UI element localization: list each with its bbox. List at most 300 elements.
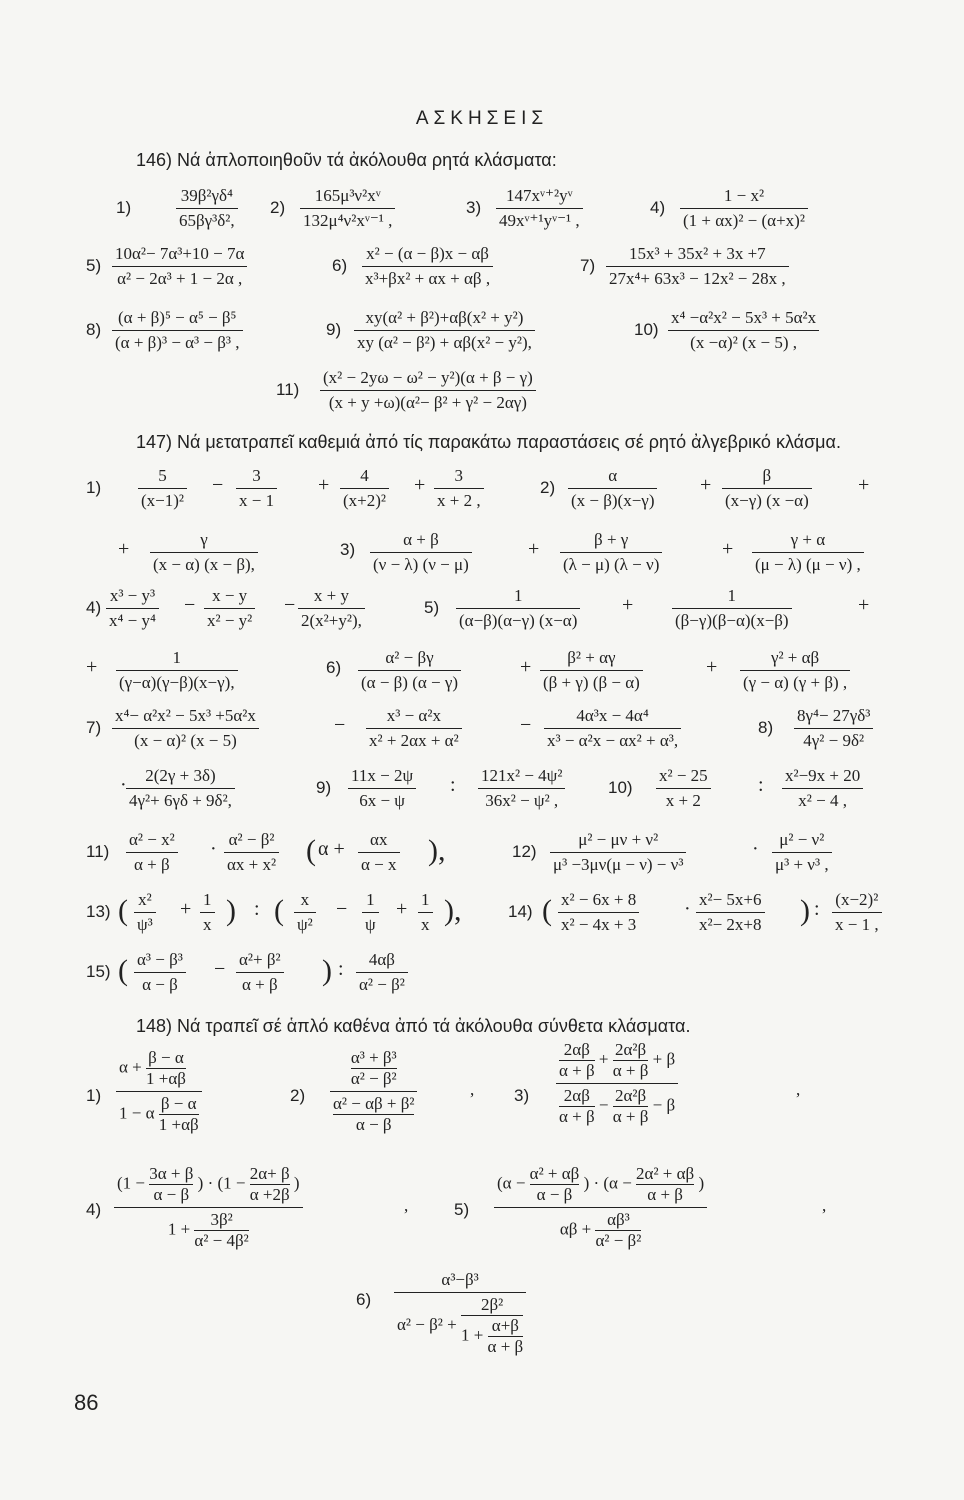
paren-fraction-b [636, 1164, 694, 1205]
denominator: 36x² − ψ² , [478, 788, 565, 811]
denominator: (β + γ) (β − α) [540, 670, 643, 693]
denominator: (x+2)² [340, 488, 389, 511]
ex146-label-3: 3) [466, 198, 482, 217]
ex146-fraction-5 [112, 244, 247, 289]
alpha-beta-plus: αβ + [559, 1219, 592, 1239]
innermost-fraction [488, 1316, 524, 1357]
ex147-13-fraction-e [418, 890, 433, 935]
ex147-8-fraction-b [126, 766, 235, 811]
ex147-label-2: 2) [540, 478, 556, 497]
numerator: 1 [366, 890, 375, 909]
numerator: 2(2γ + 3δ) [145, 766, 216, 785]
comma: , [470, 1080, 475, 1099]
numerator: γ [200, 530, 208, 549]
colon-operator: : [254, 898, 260, 920]
ex147-label-1: 1) [86, 478, 102, 497]
numerator: α²+ β² [239, 950, 281, 969]
denominator: α² − 2α³ + 1 − 2α , [112, 266, 247, 289]
fraction-a-numerator: 2αβ [563, 1040, 590, 1059]
plus-sign: + [86, 656, 98, 678]
bottom-fraction [595, 1210, 641, 1251]
ex148-label-2: 2) [290, 1086, 306, 1105]
ex146-label-5: 5) [86, 256, 102, 275]
dot-operator: · [684, 898, 691, 920]
numerator: 4α³x − 4α⁴ [576, 706, 649, 725]
denominator: (x + y +ω)(α²− β² + γ² − 2αγ) [320, 390, 536, 413]
plus-sign: + [118, 538, 130, 560]
numerator: α³−β³ [441, 1270, 479, 1289]
ex147-label-5: 5) [424, 598, 440, 617]
numerator: 147xᵛ⁺²yᵛ [506, 186, 573, 205]
plus-sign: + [520, 656, 532, 678]
upper-denominator: α² − β² [350, 1069, 397, 1088]
fraction-b-numerator: 2α²β [615, 1040, 647, 1059]
denominator [114, 1207, 303, 1251]
ex146-fraction-2 [300, 186, 395, 231]
lower-fraction [333, 1094, 414, 1135]
open-paren: ( [274, 894, 284, 927]
denominator: 49xᵛ⁺¹yᵛ⁻¹ , [496, 208, 583, 231]
fraction-d-numerator: 2α²β [615, 1086, 647, 1105]
paren-fraction-b-numerator: 2α² + αβ [636, 1164, 695, 1183]
ex146-label-4: 4) [650, 198, 666, 217]
numerator: x + y [313, 586, 349, 605]
numerator: 1 [421, 890, 430, 909]
denominator: 65βγ³δ², [176, 208, 238, 231]
ex148-label-5: 5) [454, 1200, 470, 1219]
numerator: 11x − 2ψ [351, 766, 414, 785]
ex147-6-fraction-b [540, 648, 643, 693]
ex146-label-8: 8) [86, 320, 102, 339]
ex147-1-fraction-c [340, 466, 389, 511]
ex147-4-fraction-c [298, 586, 365, 631]
ex147-7-fraction-b [366, 706, 462, 751]
ex147-10-fraction-a [656, 766, 711, 811]
close-paren: ) [698, 1173, 705, 1193]
nested-denominator [461, 1315, 523, 1357]
dot-operator: · [752, 838, 759, 860]
numerator: x³ − α²x [386, 706, 441, 725]
fraction-a-denominator: α + β [559, 1061, 595, 1080]
denominator: x²− 2x+8 [696, 912, 765, 935]
numerator: x − y [212, 586, 248, 605]
denominator: (α + β)³ − α³ − β³ , [112, 330, 243, 353]
fraction-c-numerator: 2αβ [563, 1086, 590, 1105]
ex147-5-fraction-b [672, 586, 792, 631]
numerator: 121x² − 4ψ² [481, 766, 563, 785]
denominator [394, 1292, 526, 1357]
ex147-5-fraction-a [456, 586, 580, 631]
paren-fraction-a-numerator: α² + αβ [529, 1164, 580, 1183]
nested-numerator: 2β² [480, 1295, 504, 1314]
ex146-fraction-10 [668, 308, 819, 353]
inner-numerator: β − α [160, 1094, 197, 1113]
numerator: αx [370, 830, 388, 849]
close-open-paren: ) · (1 − [197, 1173, 250, 1193]
ex146-label-6: 6) [332, 256, 348, 275]
ex146-fraction-1 [176, 186, 238, 231]
denominator: α + β [236, 972, 284, 995]
ex147-label-10: 10) [608, 778, 633, 797]
paren-fraction-b-denominator: α + β [636, 1184, 694, 1205]
close-paren: ), [428, 834, 446, 867]
denominator: x + 2 [656, 788, 711, 811]
nested-fraction [461, 1295, 523, 1357]
numerator: 5 [158, 466, 167, 485]
numerator: 1 [203, 890, 212, 909]
ex146-fraction-4 [680, 186, 808, 231]
ex147-12-fraction-a [550, 830, 686, 875]
paren-fraction-a-numerator: 3α + β [149, 1164, 194, 1183]
ex147-2-fraction-c [150, 530, 258, 575]
ex147-3-fraction-c [752, 530, 864, 575]
close-paren: ) [800, 894, 810, 927]
ex147-1-fraction-a [138, 466, 187, 511]
ex147-label-3: 3) [340, 540, 356, 559]
paren-fraction-b-numerator: 2α+ β [249, 1164, 290, 1183]
ex147-9-fraction-a [348, 766, 416, 811]
plus-sign: + [180, 898, 192, 920]
one-plus: 1 + [460, 1325, 484, 1345]
paren-fraction-a [530, 1164, 580, 1205]
numerator: xy(α² + β²)+αβ(x² + y²) [365, 308, 524, 327]
denominator: 4γ²+ 6γδ + 9δ², [126, 788, 235, 811]
page-header: ΑΣΚΗΣΕΙΣ [415, 108, 549, 129]
ex148-1-compound [116, 1048, 202, 1135]
ex148-6-compound [394, 1270, 526, 1357]
denominator: x [418, 912, 433, 935]
plus-sign: + [396, 898, 408, 920]
ex148-2-compound [330, 1048, 417, 1135]
numerator [494, 1164, 707, 1207]
ex148-3-compound [556, 1040, 678, 1127]
numerator: x [300, 890, 310, 909]
ex146-label-7: 7) [580, 256, 596, 275]
open-paren: (α − [497, 1173, 530, 1193]
denominator: (λ − μ) (λ − ν) [560, 552, 662, 575]
alpha-sq-minus-beta-sq-plus: α² − β² + [397, 1314, 457, 1334]
numerator: (α + β)⁵ − α⁵ − β⁵ [118, 308, 237, 327]
ex147-5-fraction-c [116, 648, 238, 693]
numerator [114, 1164, 303, 1207]
numerator: γ² + αβ [770, 648, 820, 667]
numerator: 39β²γδ⁴ [180, 186, 233, 205]
close-paren: ) [226, 894, 236, 927]
numerator: α² − x² [129, 830, 175, 849]
numerator: γ + α [790, 530, 826, 549]
numerator: 165μ³ν²xᵛ [314, 186, 381, 205]
denominator: α + β [126, 852, 178, 875]
ex147-label-7: 7) [86, 718, 102, 737]
ex147-14-fraction-c [832, 890, 882, 935]
ex147-3-fraction-b [560, 530, 662, 575]
numerator: x²−9x + 20 [785, 766, 861, 785]
ex147-8-fraction-a [794, 706, 873, 751]
ex147-6-fraction-a [358, 648, 461, 693]
comma: , [796, 1080, 801, 1099]
bottom-fraction [194, 1210, 248, 1251]
numerator: x³ − y³ [109, 586, 156, 605]
denominator: x + 2 , [434, 488, 484, 511]
ex147-1-fraction-b [236, 466, 277, 511]
numerator: x² − 25 [659, 766, 708, 785]
numerator: 1 [172, 648, 182, 667]
ex147-4-fraction-a [106, 586, 159, 631]
denominator: α − x [358, 852, 400, 875]
ex148-label-6: 6) [356, 1290, 372, 1309]
comma: , [822, 1196, 827, 1215]
open-paren: ( [306, 834, 316, 867]
ex147-14-fraction-a [558, 890, 639, 935]
bottom-fraction-denominator: α² − 4β² [194, 1231, 249, 1250]
numerator: 1 [727, 586, 737, 605]
minus-sign: − [336, 898, 348, 920]
close-open-paren: ) · (α − [583, 1173, 637, 1193]
ex147-2-fraction-b [722, 466, 812, 511]
denominator: α − β [134, 972, 186, 995]
numerator [116, 1048, 202, 1091]
inner-numerator: β − α [148, 1048, 184, 1067]
denominator [116, 1091, 202, 1135]
denominator: 2(x²+y²), [298, 608, 365, 631]
ex147-11-fraction-a [126, 830, 178, 875]
denominator: α² − β² [356, 972, 408, 995]
ex147-13-fraction-d [362, 890, 379, 935]
exercise-148-heading: 148) Νά τραπεῖ σέ ἁπλό καθένα ἀπό τά ἀκόλουθα σύνθετα κλάσματα. [136, 1016, 691, 1036]
fraction-c [559, 1086, 595, 1127]
alpha-plus: α + [119, 1057, 142, 1077]
fraction-d-denominator: α + β [612, 1107, 649, 1126]
ex147-13-fraction-a [134, 890, 156, 935]
ex146-fraction-11 [320, 368, 536, 413]
fraction-d [613, 1086, 649, 1127]
paren-fraction-b-denominator: α +2β [249, 1185, 290, 1204]
numerator: x² [138, 890, 152, 909]
inner-fraction-bottom [159, 1094, 199, 1135]
ex146-label-1: 1) [116, 198, 132, 217]
denominator: (x − β)(x−γ) [568, 488, 657, 511]
numerator: x²− 5x+6 [699, 890, 762, 909]
ex147-label-6: 6) [326, 658, 342, 677]
numerator: x² − 6x + 8 [561, 890, 637, 909]
denominator: (γ − α) (γ + β) , [740, 670, 850, 693]
ex147-12-fraction-b [772, 830, 832, 875]
denominator: 132μ⁴ν²xᵛ⁻¹ , [300, 208, 395, 231]
ex147-11-fraction-c [358, 830, 400, 875]
ex147-7-fraction-c [544, 706, 681, 751]
ex147-4-fraction-b [204, 586, 255, 631]
denominator: (ν − λ) (ν − μ) [370, 552, 472, 575]
ex147-13-fraction-b [200, 890, 215, 935]
minus-beta: − β [652, 1095, 676, 1115]
minus-sign: − [334, 714, 346, 736]
denominator: (1 + αx)² − (α+x)² [680, 208, 808, 231]
numerator: β + γ [594, 530, 629, 549]
denominator: (x −α)² (x − 5) , [668, 330, 819, 353]
ex147-15-fraction-c [356, 950, 408, 995]
numerator: α² − β² [228, 830, 275, 849]
ex147-15-fraction-b [236, 950, 284, 995]
open-paren: ( [542, 894, 552, 927]
ex147-9-fraction-b [478, 766, 565, 811]
ex147-label-14: 14) [508, 902, 533, 921]
fraction-c-denominator: α + β [559, 1107, 595, 1126]
denominator: (μ − λ) (μ − ν) , [752, 552, 864, 575]
ex147-14-fraction-b [696, 890, 765, 935]
colon-operator: : [450, 774, 456, 796]
ex148-label-4: 4) [86, 1200, 102, 1219]
denominator: x² − 4 , [782, 788, 863, 811]
ex147-label-8: 8) [758, 718, 774, 737]
plus-sign: + [622, 594, 634, 616]
colon-operator: : [758, 774, 764, 796]
minus-sign: − [284, 594, 296, 616]
upper-fraction [351, 1048, 397, 1089]
fraction-b-denominator: α + β [612, 1061, 649, 1080]
ex147-7-fraction-a [112, 706, 259, 751]
fraction-b [613, 1040, 649, 1081]
dot-operator: · [120, 774, 127, 796]
ex147-11-fraction-b [224, 830, 279, 875]
ex146-label-10: 10) [634, 320, 659, 339]
denominator: 4γ² − 9δ² [794, 728, 873, 751]
numerator: (x² − 2yω − ω² − y²)(α + β − γ) [323, 368, 533, 387]
denominator: x² − 4x + 3 [558, 912, 639, 935]
ex146-label-2: 2) [270, 198, 286, 217]
denominator: (α−β)(α−γ) (x−α) [456, 608, 580, 631]
denominator: x³+βx² + αx + αβ , [362, 266, 493, 289]
denominator: μ³ + ν³ , [772, 852, 832, 875]
numerator: x² − (α − β)x − αβ [366, 244, 489, 263]
numerator: 3 [454, 466, 464, 485]
ex146-label-9: 9) [326, 320, 342, 339]
minus-sign: − [212, 474, 224, 496]
colon-operator: : [814, 898, 820, 920]
ex147-2-fraction-a [568, 466, 657, 511]
plus-sign: + [528, 538, 540, 560]
inner-fraction-top [146, 1048, 186, 1089]
denominator: (x − α)² (x − 5) [112, 728, 259, 751]
paren-fraction-a-denominator: α − β [149, 1184, 193, 1205]
open-paren: ( [118, 954, 128, 987]
denominator: (β−γ)(β−α)(x−β) [672, 608, 792, 631]
numerator: 8γ⁴− 27γδ³ [797, 706, 871, 725]
plus-beta: + β [652, 1049, 676, 1069]
numerator: β² + αγ [567, 648, 616, 667]
open-paren: ( [118, 894, 128, 927]
numerator: α + β [403, 530, 439, 549]
bottom-fraction-numerator: 3β² [210, 1210, 233, 1229]
denominator: (x−1)² [138, 488, 187, 511]
ex147-1-fraction-d [434, 466, 484, 511]
innermost-denominator: α + β [487, 1337, 524, 1356]
numerator: 4αβ [368, 950, 395, 969]
ex147-13-fraction-c [294, 890, 316, 935]
exercise-146-heading: 146) Νά ἁπλοποιηθοῦν τά ἀκόλουθα ρητά κλάσματα: [136, 150, 557, 170]
numerator [330, 1048, 417, 1091]
ex148-4-compound [114, 1164, 303, 1251]
paren-fraction-a-denominator: α − β [530, 1184, 580, 1205]
minus-sign: − [598, 1095, 613, 1115]
denominator: x − 1 [236, 488, 277, 511]
minus-sign: − [214, 958, 226, 980]
numerator: x⁴ −α²x² − 5x³ + 5α²x [671, 308, 817, 327]
bottom-fraction-denominator: α² − β² [595, 1231, 642, 1250]
plus-sign: + [414, 474, 426, 496]
paren-fraction-a [149, 1164, 193, 1205]
ex147-label-4: 4) [86, 598, 102, 617]
denominator: (α − β) (α − γ) [358, 670, 461, 693]
minus-sign: − [184, 594, 196, 616]
ex147-3-fraction-a [370, 530, 472, 575]
denominator: x − 1 , [832, 912, 882, 935]
fraction-a [559, 1040, 595, 1081]
ex147-label-15: 15) [86, 962, 111, 981]
plus-sign: + [700, 474, 712, 496]
denominator: x² − y² [204, 608, 255, 631]
ex147-10-fraction-b [782, 766, 863, 811]
numerator: β [762, 466, 772, 485]
one-minus-alpha: 1 − α [119, 1103, 155, 1123]
numerator: 3 [252, 466, 261, 485]
inner-denominator: 1 +αβ [158, 1115, 199, 1134]
denominator: 27x⁴+ 63x³ − 12x² − 28x , [606, 266, 789, 289]
one-plus: 1 + [167, 1219, 191, 1239]
plus-sign: + [858, 594, 870, 616]
ex148-5-compound [494, 1164, 707, 1251]
denominator: αx + x² [224, 852, 279, 875]
ex147-6-fraction-c [740, 648, 850, 693]
exercise-147-heading: 147) Νά μετατραπεῖ καθεμιά ἀπό τίς παρακάτω παραστάσεις σέ ρητό ἀλγεβρικό κλάσμα. [136, 432, 841, 452]
close-paren: ) [293, 1173, 300, 1193]
ex147-15-fraction-a [134, 950, 186, 995]
denominator: x [200, 912, 215, 935]
ex148-label-3: 3) [514, 1086, 530, 1105]
ex146-fraction-9 [354, 308, 535, 353]
numerator: (x−2)² [835, 890, 879, 909]
ex146-fraction-6 [362, 244, 493, 289]
numerator: 1 [513, 586, 523, 605]
numerator: 15x³ + 35x² + 3x +7 [628, 244, 766, 263]
denominator: (x−γ) (x −α) [722, 488, 812, 511]
dot-operator: · [210, 838, 217, 860]
numerator: 10α²− 7α³+10 − 7α [115, 244, 245, 263]
page-number: 86 [74, 1390, 99, 1415]
plus-sign: + [722, 538, 734, 560]
denominator [494, 1207, 707, 1251]
denominator: x² + 2αx + α² [366, 728, 462, 751]
plus-sign: + [318, 474, 330, 496]
numerator: x⁴− α²x² − 5x³ +5α²x [115, 706, 256, 725]
bottom-fraction-numerator: αβ³ [607, 1210, 630, 1229]
ex148-label-1: 1) [86, 1086, 102, 1105]
ex146-fraction-3 [496, 186, 583, 231]
close-paren: ), [444, 894, 462, 927]
plus-sign: + [706, 656, 718, 678]
denominator: (γ−α)(γ−β)(x−γ), [116, 670, 238, 693]
innermost-numerator: α+β [491, 1316, 519, 1335]
denominator: x³ − α²x − αx² + α³, [544, 728, 681, 751]
numerator: 4 [360, 466, 369, 485]
numerator: μ² − ν² [779, 830, 825, 849]
lower-numerator: α² − αβ + β² [333, 1094, 415, 1113]
denominator [330, 1091, 417, 1135]
denominator: xy (α² − β²) + αβ(x² − y²), [354, 330, 535, 353]
numerator: α³ − β³ [137, 950, 183, 969]
ex146-label-11: 11) [276, 380, 300, 399]
inner-denominator: 1 +αβ [146, 1069, 186, 1088]
denominator: x⁴ − y⁴ [106, 608, 159, 631]
